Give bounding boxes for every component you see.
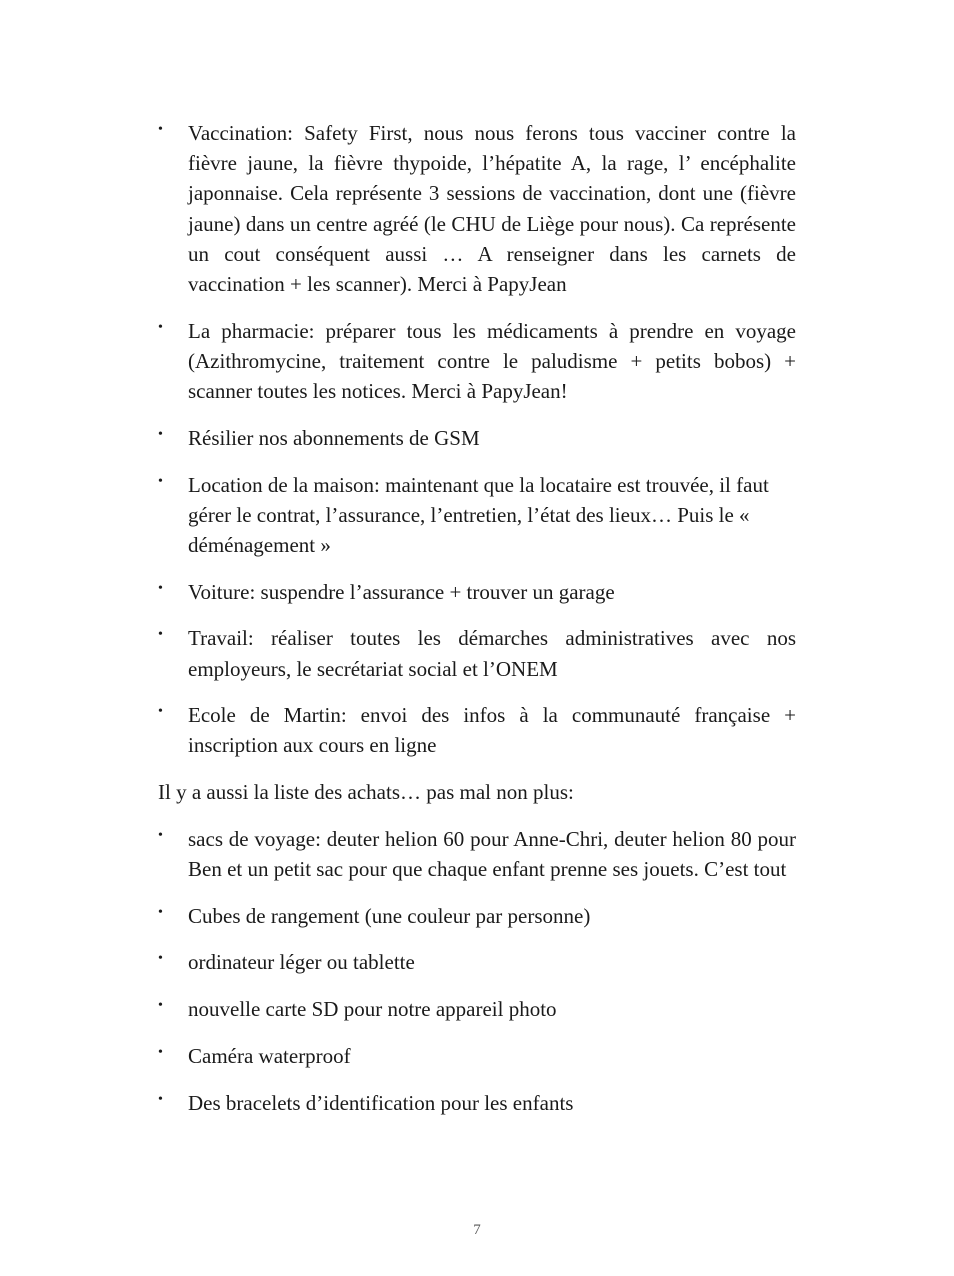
bullet-icon: • [158, 1091, 163, 1107]
list-item-cubes [158, 901, 796, 931]
list-item-text: Résilier nos abonnements de GSM [188, 425, 480, 450]
bullet-icon: • [158, 122, 163, 137]
list-item-text: Voiture: suspendre l’assurance + trouver un garage [188, 579, 615, 604]
bullet-icon: • [158, 319, 163, 335]
list-item-ecole [158, 700, 796, 760]
list-item-text: ordinateur léger ou tablette [188, 950, 415, 975]
preparation-list [158, 118, 796, 761]
bullet-icon: • [158, 904, 163, 920]
bullet-icon: • [158, 951, 163, 967]
list-item-text: Location de la maison: maintenant que la locataire est trouvée, il faut gérer le contrat, l’assurance, l’entretien, l’état des lieux… Puis le « déménagement » [188, 472, 769, 557]
list-item-text: La pharmacie: préparer tous les médicaments à prendre en voyage (Azithromycine, traitement contre le paludisme + petits bobos) + scanner toutes les notices. Merci à PapyJean! [188, 318, 796, 404]
bullet-icon: • [158, 426, 163, 442]
bullet-icon: • [158, 473, 163, 489]
list-item-camera [158, 1041, 796, 1071]
purchases-list [158, 824, 796, 1118]
list-item-text: nouvelle carte SD pour notre appareil photo [188, 997, 557, 1022]
list-item-text: Vaccination: Safety First, nous nous ferons tous vacciner contre la fièvre jaune, la fièvre thypoide, l’hépatite A, la rage, l’ encéphalite japonnaise. Cela représente 3 sessions de vaccination, dont une (fièvre jaune) dans un centre agréé (le CHU de Liège pour nous). Ca représente un cout conséquent aussi … A renseigner dans les carnets de vaccination + les scanner). Merci à PapyJean [188, 121, 796, 297]
list-item-vaccination [158, 118, 796, 299]
purchases-intro: Il y a aussi la liste des achats… pas mal non plus: [158, 780, 574, 805]
list-item-text: Cubes de rangement (une couleur par personne) [188, 903, 591, 928]
list-item-ordinateur [158, 947, 796, 977]
list-item-text: Travail: réaliser toutes les démarches administratives avec nos employeurs, le secrétariat social et l’ONEM [188, 626, 796, 681]
list-item-text: Ecole de Martin: envoi des infos à la communauté française + inscription aux cours en ligne [188, 703, 796, 758]
list-item-voiture [158, 577, 796, 607]
page-number: 7 [473, 1222, 481, 1238]
list-item-text: Caméra waterproof [188, 1043, 351, 1068]
bullet-icon: • [158, 827, 163, 843]
bullet-icon: • [158, 627, 163, 643]
list-item-pharmacie [158, 316, 796, 407]
list-item-carte-sd [158, 994, 796, 1024]
list-item-text: Des bracelets d’identification pour les enfants [188, 1090, 574, 1115]
list-item-travail [158, 623, 796, 683]
list-item-location [158, 470, 796, 561]
bullet-icon: • [158, 580, 163, 596]
list-item-sacs [158, 824, 796, 884]
page-body [158, 118, 796, 1134]
list-item-bracelets [158, 1088, 796, 1118]
bullet-icon: • [158, 704, 163, 720]
list-item-text: sacs de voyage: deuter helion 60 pour Anne-Chri, deuter helion 80 pour Ben et un petit sac pour que chaque enfant prenne ses jouets. C’est tout [188, 826, 796, 882]
bullet-icon: • [158, 1044, 163, 1060]
list-item-gsm [158, 423, 796, 453]
bullet-icon: • [158, 998, 163, 1014]
